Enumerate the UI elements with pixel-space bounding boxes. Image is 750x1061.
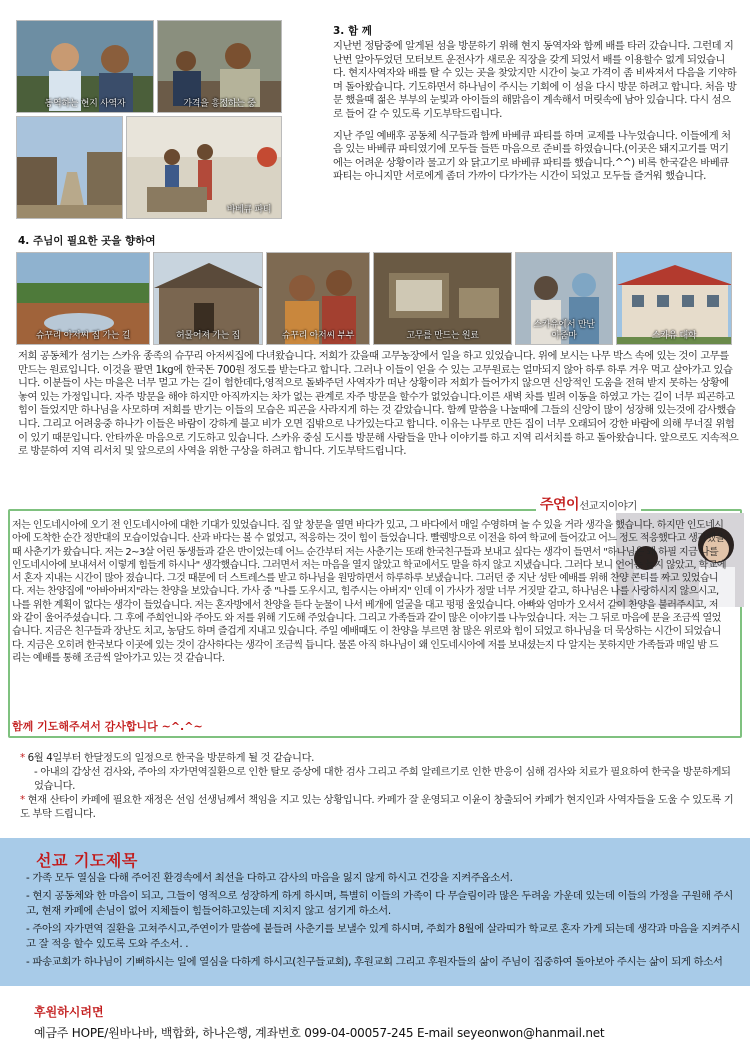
prayer-item: - 주아의 자가면역 질환을 고쳐주시고,주연이가 말씀에 붙들려 사춘기를 보낼수 있게 하시며, 주희가 8월에 살라띠가 학교로 혼자 가게 되는데 생각과 마음을 지켜주시고 잘 적응 할수 있도록 도와 주소서. . (26, 923, 740, 950)
photo-bargaining (157, 20, 282, 113)
letter-title-sub: 선교지이야기 (579, 500, 637, 512)
prayer-section (0, 838, 750, 986)
photo-rubber (373, 252, 512, 345)
section3-paragraph-1: 지난번 정탐중에 알게된 섬을 방문하기 위해 현지 동역자와 함께 배를 타러 갔습니다. 그런데 지난번 알아두었던 모터보트 운전사가 새로운 직장을 갖게 되었서 배를 이용할수 없게 되었습니다. 현지사역자와 배를 탈 수 있는 곳을 찾았지만 시간이 늦고 가격이 좀 비싸져서 다음을 기약하며 돌아왔습니다. 기도하면서 하나님이 주시는 기회에 이 섬을 다시 방문 하려고 합니다. 처음 방문 했을때 젊은 부부의 눈빛과 아이들의 해맑음이 계속해서 머릿속에 남아 있습니다. 다시 섬으로 들어 갈 수 있도록 기도부탁드립니다. (333, 40, 737, 120)
section3-paragraph-2: 지난 주일 예배후 공동체 식구들과 함께 바베큐 파티를 하며 교제를 나누었습니다. 이들에게 처음 있는 바베큐 파티였기에 모두들 들뜬 마음으로 준비를 하였습니다.(이곳은 돼지고기를 먹기에는 어려운 상황이라 물고기 와 닭고기로 바베큐 파티를 했습니다.^^) 비록 한국같은 바베큐파티는 아니지만 서로에게 좀더 가까이 다가가는 시간이 되었고 모두들 즐거워 했습니다. (333, 129, 731, 183)
notes (20, 751, 740, 821)
support-title: 후원하시려면 (34, 1005, 104, 1019)
letter-body: 저는 인도네시아에 오기 전 인도네시아에 대한 기대가 있었습니다. 집 앞 창문을 열면 바다가 있고, 그 바다에서 매일 수영하며 놀 수 있을 거라 생각을 했습니다. 하지만 인도네시아에 도착한 순간 정반대의 모습이었습니다. 산과 바다는 볼 수 없었고, 적응하는 것이 힘이 들었습니다. 빨렘방으로 이전을 하여 학교에 들어갔고 어느 정도 적응했다고 생각했을 때 사춘기가 왔습니다. 저는 2~3살 어린 동생들과 같은 반이었는데 어느 순간부터 저는 사춘기는 또래 한국친구들과 보내고 싶다는 생각이 들면서 "하나님은 왜 하필 지금 나를 인도네시아에 보내셔서 이렇게 힘들게 하시나" 생각했습니다. 그러면서 저는 마음을 열지 않았고 학교에서도 말을 하지 않고 지냈습니다. 그러다 보니 언어는 늘지 않았고, 학교에서 혼자 지내는 시간이 많아 졌습니다. 그것 때문에 더 스트레스를 받고 하나님을 원망하면서 하루하루 보냈습니다. 그러던 중 지난 성탄 예배를 위해 찬양 콘티를 짜고 있었습니다. 저는 찬양집에 "아바아버지"라는 찬양을 보았습니다. 가사 중 "나를 도우시고, 힘주시는 아버지" 인데 이 가사가 정말 너무 거짓말 같고, 하나님은 나를 사랑하시지 않으시고, 나를 위한 계획이 없다는 생각이 들었습니다. 저는 혼자방에서 찬양을 듣다 눈물이 나서 베개에 얼굴을 대고 펑펑 울었습니다. 아빠와 엄마가 오셔서 같이 찬양을 불러주시고, 저와 같이 울어주셨습니다. 그 후에 주희언니와 주아도 와 저를 위해 기도해 주었습니다. 그리고 가족들과 같이 많은 이야기를 나누었습니다. 저는 그 뒤로 마음에 문을 조금씩 열었습니다. 지금은 친구들과 장난도 치고, 농담도 하며 즐겁게 지내고 있습니다. 주일 예배때도 이 찬양을 부르면 참 많은 위로와 힘이 되었고 하나님을 더 묵상하는 시간이 되었습니다. 지금은 오히려 한국보다 이곳에 있는 것이 감사하다는 생각이 조금씩 듭니다. 물론 아직 하나님이 왜 인도네시아에 저를 보내셨는지 다 알지는 못하지만 가족들과 매일 밤 드리는 예배를 통해 조금씩 알아가고 있는 것 같습니다. (12, 520, 726, 664)
photo-couple (266, 252, 370, 345)
photo-university (616, 252, 732, 345)
photo-caption: 슈꾸리 아저씨 집 가는 길 (35, 331, 131, 341)
section4-body: 저희 공동체가 섬기는 스카유 종족의 슈꾸리 아저씨집에 다녀왔습니다. 저희가 갔을때 고무농장에서 일을 하고 있었습니다. 위에 보시는 나무 박스 속에 있는 것이 고무를 만드는 원료입니다. 이것을 팔면 1kg에 한국돈 700원 정도를 받는다고 합니다. 그러나 이들이 얻을 수 있는 고무원료는 얼마되지 않아 하루 하루 겨우 먹고 살아가고 있습니다. 이분들이 사는 마을은 너무 멀고 가는 길이 험한데다,영적으로 돌봐주던 사역자가 떠난 상황이라 저희가 들어가지 않으면 신앙적인 도움을 전혀 받지 못하는 상황에 놓여 있는 가정입니다. 자주 방문을 해야 하지만 아직까지는 차가 없는 관계로 자주 방문을 할수가 없었습니다.이른 새벽 차를 빌려 이동을 하였고 가는 길이 너무 피곤하고 힘이 들었지만 하나님을 사모하며 저희를 반기는 이들의 모습은 피곤을 사라지게 하는 것 같았습니다. 함께 말씀을 나눌때에 그들의 신앙이 많이 성장해 있는것에 감사했습니다. 그리고 어려웅중 하나가 이들은 바람이 강하게 불고 비가 오면 집밖으로 나가있는다고 합니다. 이유는 나무로 만든 집이 너무 오래되어 강한 바람에 의해 무너질 위험이 있기 때문입니다. 안타까운 마음으로 기도하고 있습니다. 스카유 중심 도시를 방문해 사람들을 만나 이야기를 하고 지역 리서치를 하고 돌아왔습니다. 앞으로도 지속적으로 방문하여 지역 리서치 및 앞으로의 사역을 위한 구상을 하려고 합니다. 기도부탁드립니다. (18, 350, 739, 458)
prayer-item: - 가족 모두 열심을 다해 주어진 환경속에서 최선을 다하고 감사의 마음을 잃지 않게 하시고 건강을 지켜주옵소서. (26, 872, 513, 884)
prayer-list (26, 871, 741, 973)
note-text: - 아내의 갑상선 검사와, 주아의 자가면역질환으로 인한 탈모 증상에 대한 검사 그리고 주희 알레르기로 인한 반응이 심해 검사와 치료가 필요하여 한국을 방문하게되었습니다. (34, 766, 731, 792)
note-text: 현재 산타이 카페에 필요한 재정은 선임 선생님께서 책임을 지고 있는 상황입니다. 카페가 잘 운영되고 이윤이 창출되어 카페가 현지인과 사역자들을 도울 수 있도록 기도 부탁 드립니다. (20, 794, 734, 820)
photo-caption-line2: 아줌마 (551, 331, 577, 341)
support-info: 예금주 HOPE/원바나바, 백합화, 하나은행, 계좌번호 099-04-00057-245 E-mail seyeonwon@hanmail.net (34, 1026, 605, 1040)
letter-thanks: 함께 기도해주셔서 감사합니다 ~^.^~ (12, 720, 203, 733)
village-road-photo-art (17, 117, 123, 219)
photo-caption: 고무를 만드는 원료 (406, 331, 479, 341)
photo-road (16, 252, 150, 345)
photo-caption: 바베큐 파티 (226, 205, 272, 215)
letter-title (536, 494, 641, 514)
note-star: * (20, 794, 25, 806)
photo-caption: 스카유 대학 (651, 331, 697, 341)
photo-caption: 슈꾸리 아저씨 부부 (281, 331, 355, 341)
note-item (20, 765, 740, 793)
photo-caption: 스카유에서 만난 (533, 320, 595, 330)
photo-old-house (153, 252, 263, 345)
note-item (20, 793, 740, 821)
prayer-item: - 현지 공동체와 한 마음이 되고, 그들이 영적으로 성장하게 하게 하시며, 특별히 이들의 가족이 다 무슬림이라 많은 두려움 가운데 있는데 이들의 가정을 구원해 주시고, 현재 카페에 손님이 없어 지체들이 힘들어하고있는데 지치지 않고 섬기게 하소서. (26, 890, 733, 917)
photo-village-road (16, 116, 123, 219)
letter-title-name: 주연이 (540, 497, 580, 513)
note-item (20, 751, 740, 765)
section4-title: 4. 주님이 필요한 곳을 향하여 (18, 235, 156, 247)
photo-caption: 가격을 흥정하는 중 (183, 99, 256, 109)
prayer-title: 선교 기도제목 (36, 851, 138, 870)
photo-caption: 허물어져 가는 집 (176, 331, 240, 341)
photo-coworker (16, 20, 154, 113)
photo-bbq-party (126, 116, 282, 219)
photo-woman (515, 252, 613, 345)
photo-caption: 동역하는 현지 사역자 (44, 99, 126, 109)
note-text: 6월 4일부터 한달정도의 일정으로 한국을 방문하게 될 것 같습니다. (27, 752, 315, 764)
prayer-item: - 파송교회가 하나님이 기뻐하시는 일에 열심을 다하게 하시고(친구들교회), 후원교회 그리고 후원자들의 삶이 주님이 집중하여 돌아보아 주시는 삶이 되게 하소서 (26, 956, 723, 968)
section3-body (333, 40, 737, 192)
note-star: * (20, 752, 25, 764)
section3-title: 3. 함 께 (333, 25, 372, 37)
